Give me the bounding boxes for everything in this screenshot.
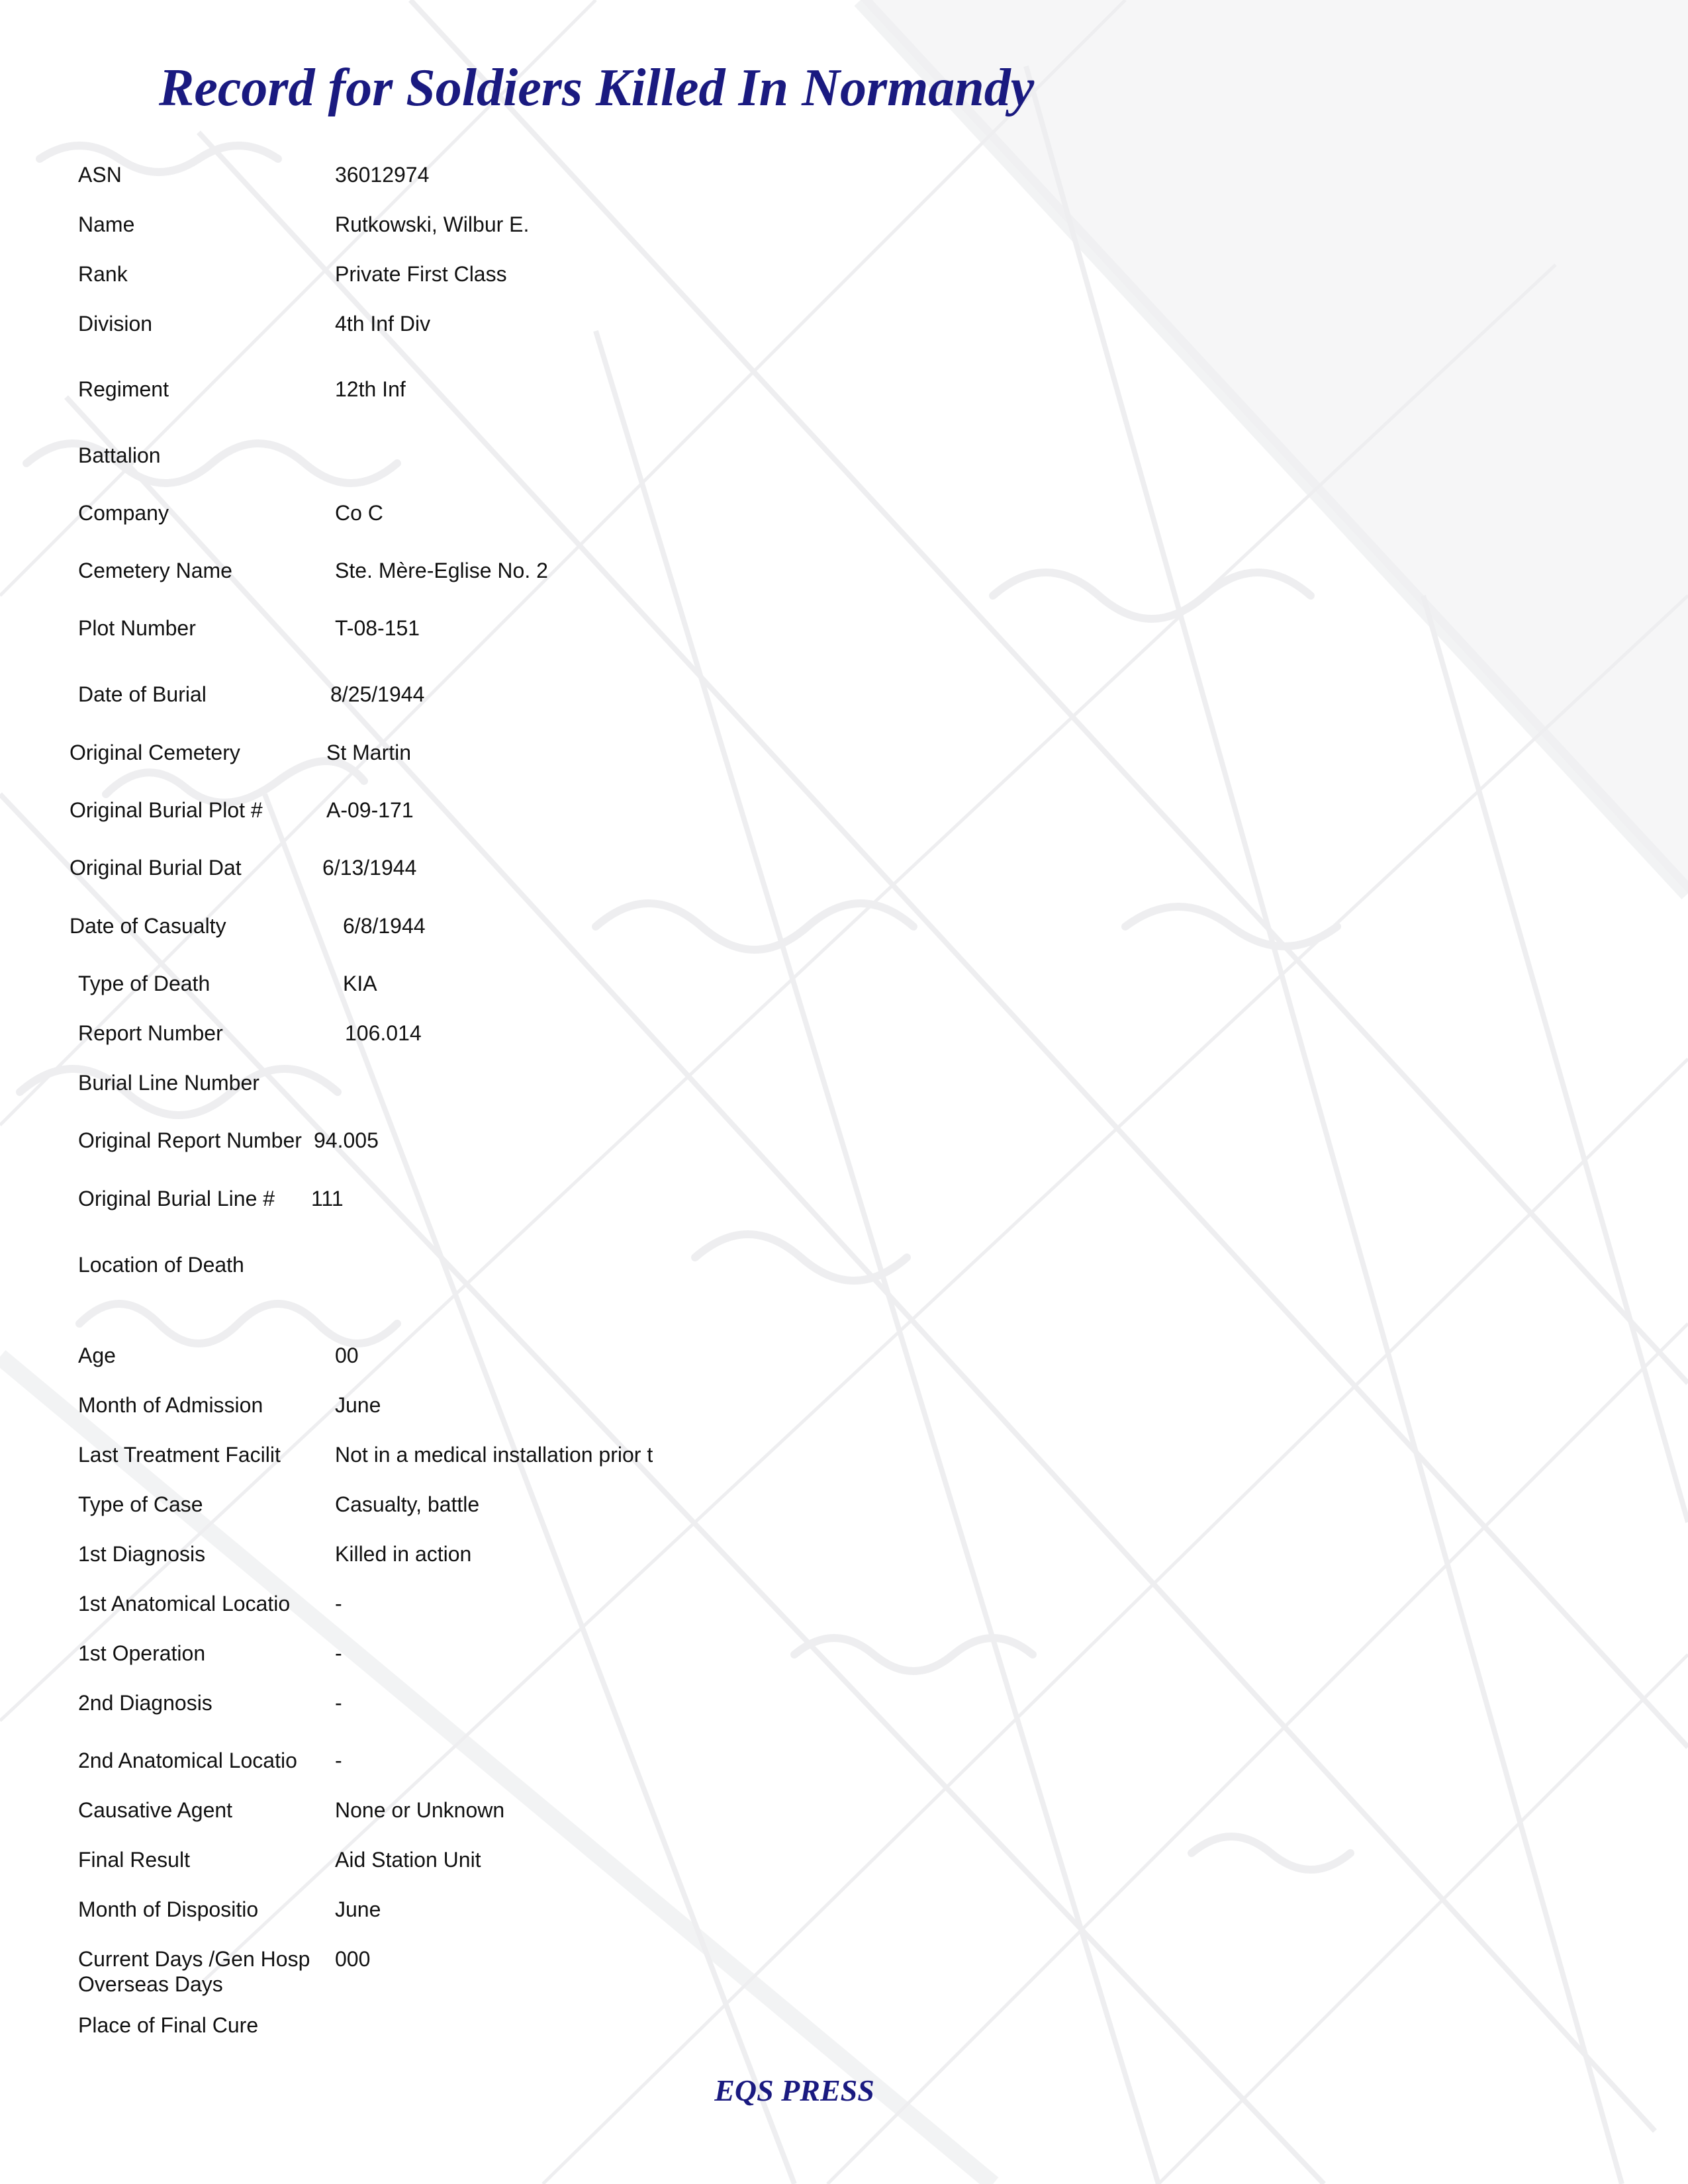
company-label: Company [78,501,169,525]
first-operation-value: - [335,1641,342,1665]
publisher-footer: EQS PRESS [714,2073,874,2107]
original-report-number-label: Original Report Number [78,1128,302,1152]
original-burial-date-label: Original Burial Dat [70,856,242,880]
cemetery-name-value: Ste. Mère-Eglise No. 2 [335,559,548,582]
final-result-label: Final Result [78,1848,190,1872]
page-title: Record for Soldiers Killed In Normandy [159,59,1035,117]
asn-label: ASN [78,163,122,187]
first-diagnosis-label: 1st Diagnosis [78,1542,206,1566]
second-diagnosis-value: - [335,1691,342,1715]
division-value: 4th Inf Div [335,312,431,336]
original-cemetery-value: St Martin [326,741,412,764]
original-burial-line-value: 111 [311,1187,344,1210]
burial-line-number-label: Burial Line Number [78,1071,259,1095]
second-anatomical-location-value: - [335,1749,342,1772]
asn-value: 36012974 [335,163,430,187]
first-operation-label: 1st Operation [78,1641,206,1665]
original-burial-plot-label: Original Burial Plot # [70,798,263,822]
type-of-case-label: Type of Case [78,1492,203,1516]
causative-agent-label: Causative Agent [78,1798,233,1822]
original-burial-line-label: Original Burial Line # [78,1187,275,1210]
first-anatomical-location-label: 1st Anatomical Locatio [78,1592,291,1615]
plot-number-value: T-08-151 [335,616,420,640]
regiment-value: 12th Inf [335,377,406,401]
date-of-casualty-label: Date of Casualty [70,914,226,938]
overseas-days-label: Overseas Days [78,1972,223,1996]
last-treatment-facility-value: Not in a medical installation prior t [335,1443,653,1467]
name-value: Rutkowski, Wilbur E. [335,212,530,236]
age-value: 00 [335,1343,359,1367]
location-of-death-label: Location of Death [78,1253,244,1277]
month-of-disposition-label: Month of Dispositio [78,1897,259,1921]
type-of-case-value: Casualty, battle [335,1492,480,1516]
original-burial-date-value: 6/13/1944 [322,856,417,880]
type-of-death-label: Type of Death [78,972,211,995]
age-label: Age [78,1343,116,1367]
first-diagnosis-value: Killed in action [335,1542,472,1566]
month-of-admission-label: Month of Admission [78,1393,263,1417]
date-of-burial-label: Date of Burial [78,682,207,706]
type-of-death-value: KIA [343,972,377,995]
date-of-casualty-value: 6/8/1944 [343,914,426,938]
rank-label: Rank [78,262,128,286]
causative-agent-value: None or Unknown [335,1798,505,1822]
second-anatomical-location-label: 2nd Anatomical Locatio [78,1749,297,1772]
second-diagnosis-label: 2nd Diagnosis [78,1691,212,1715]
first-anatomical-location-value: - [335,1592,342,1615]
regiment-label: Regiment [78,377,169,401]
month-of-admission-value: June [335,1393,381,1417]
current-days-gen-hosp-label: Current Days /Gen Hosp [78,1947,310,1971]
date-of-burial-value: 8/25/1944 [330,682,425,706]
original-burial-plot-value: A-09-171 [326,798,414,822]
report-number-label: Report Number [78,1021,223,1045]
last-treatment-facility-label: Last Treatment Facilit [78,1443,281,1467]
battalion-label: Battalion [78,443,161,467]
month-of-disposition-value: June [335,1897,381,1921]
cemetery-name-label: Cemetery Name [78,559,232,582]
report-number-value: 106.014 [345,1021,422,1045]
company-value: Co C [335,501,383,525]
division-label: Division [78,312,153,336]
plot-number-label: Plot Number [78,616,196,640]
name-label: Name [78,212,135,236]
place-of-final-cure-label: Place of Final Cure [78,2013,259,2037]
original-cemetery-label: Original Cemetery [70,741,240,764]
original-report-number-value: 94.005 [314,1128,379,1152]
current-days-gen-hosp-value: 000 [335,1947,371,1971]
final-result-value: Aid Station Unit [335,1848,481,1872]
rank-value: Private First Class [335,262,507,286]
